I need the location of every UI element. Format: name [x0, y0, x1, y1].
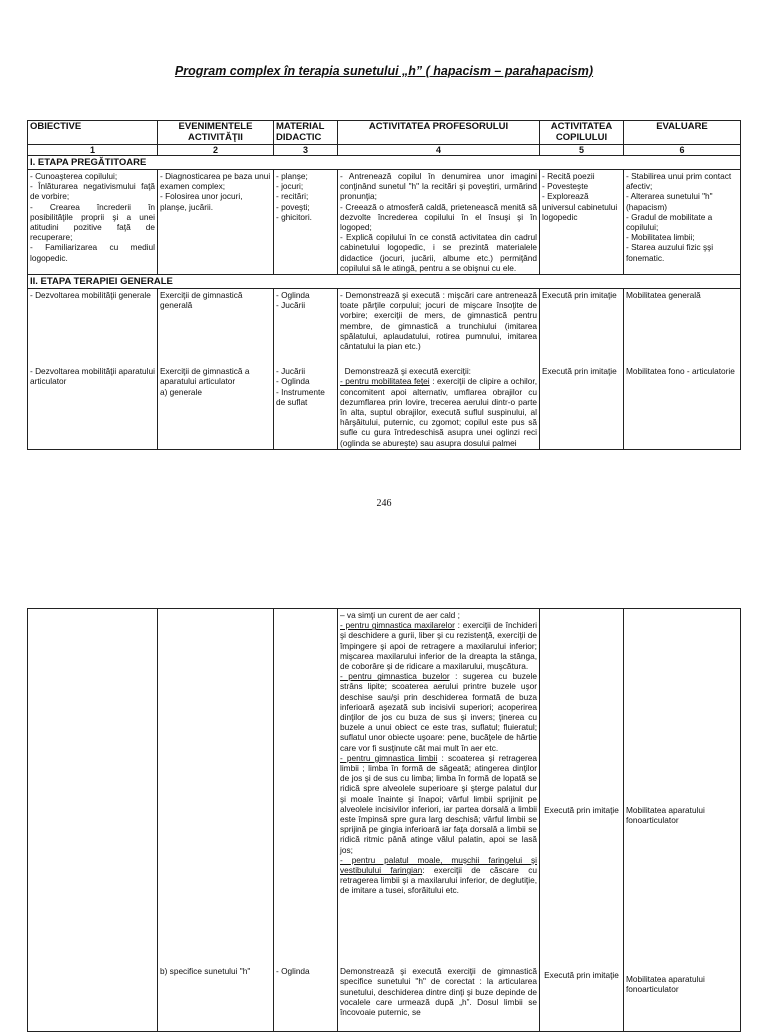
cell-profesor: - Antrenează copilul în denumirea unor imagini conţinând sunetul "h" la recitări şi poveştiri, urmărind pronunţia; - Creează o atmosferă caldă, prietenească menită să dezvolte încrederea copilului în el însuşi şi în logoped; - Explică copilului în ce constă activitatea din cadrul cabinetului logopedic, i se prezintă materialele didactice (jocuri, jucării, albume etc.) permiţând copilului să le atingă, pentru a se obişnui cu ele. [338, 170, 540, 275]
column-number: 5 [540, 145, 624, 156]
cell-material: - Jucării - Oglinda - Instrumente de suflat [274, 352, 338, 449]
section-text-limba: : scoaterea şi retragerea limbii ; limba în formă de săgeată; atingerea dinţilor de jos şi de sus cu limba; limba în formă de lopată se ridică spre alveolele superioare şi şterge palatul dur şi moale înainte şi înapoi; vârful limbii sprijinit pe alveolele incisivilor inferiori, iar partea dorsală a limbii este împinsă spre gura larg deschisă; vârful limbii se sprijină pe gingia inferioară iar faţa dorsală a limbii se ridică ritmic până atinge vălul palatin, apoi se lasă jos; [340, 752, 537, 855]
column-number-row [28, 145, 741, 156]
cell-evenimente: Exerciţii de gimnastică a aparatului articulator a) generale [158, 352, 274, 449]
cell-evaluare: Mobilitatea fono - articulatorie [624, 352, 741, 449]
column-number: 1 [28, 145, 158, 156]
column-number: 6 [624, 145, 741, 156]
cell-obiective: - Dezvoltarea mobilităţii generale [28, 289, 158, 353]
header-activitatea-profesorului: ACTIVITATEA PROFESORULUI [338, 121, 540, 145]
section-text-maxilare: : exerciţii de închideri şi deschidere a gurii, liber şi cu rezistenţă, exerciţii de împingere şi apoi de retragere a maxilarului inferior; mişcarea maxilarului inferior de la dreapta la stânga, de coborâre şi de ridicare a maxilarului, muşcătura. [340, 620, 537, 672]
cell-profesor [338, 352, 540, 449]
cell-evenimente: - Diagnosticarea pe baza unui examen complex; - Folosirea unor jocuri, planşe, jucării. [158, 170, 274, 275]
section-text-buze: : sugerea cu buzele strâns lipite; scoaterea aerului printre buzele uşor deschise sau/şi prin deschiderea formată de buza inferioară aşezată sub incisivii superiori; acoperirea dinţilor de jos cu buza de sus şi invers; ţinerea cu buzele a unui obiect ce este tras, suflatul; fluieratul; suflatul unor obiecte uşoare: pene, bucăţele de hârtie care vor fi susţinute cât mai mult în aer etc. [340, 671, 538, 753]
table-row [28, 170, 741, 275]
header-evenimentele: EVENIMENTELE ACTIVITĂŢII [158, 121, 274, 145]
header-obiective: OBIECTIVE [28, 121, 158, 145]
intro-text: Demonstrează şi execută exerciţii: [344, 366, 471, 377]
cell-profesor: - Demonstrează şi execută : mişcări care antrenează toate părţile corpului; jocuri de mişcare însoţite de vorbire; exerciţii de mers, de gimnastică pentru membre, de gimnastică a trunchiului (imitarea spălatului, aplaudatului, rotirea pumnului, imitarea cântatului la pian etc.) [338, 289, 540, 353]
cell-evaluare: Mobilitatea aparatului fonoarticulator [624, 609, 741, 957]
cell-copil: - Recită poezii - Povesteşte - Explorează universul cabinetului logopedic [540, 170, 624, 275]
header-row [28, 121, 741, 145]
cell-obiective: - Dezvoltarea mobilităţii aparatului articulator [28, 352, 158, 449]
cell-evenimente-empty [158, 609, 274, 957]
section-label-buze: - pentru gimnastica buzelor [340, 671, 450, 682]
column-number: 4 [338, 145, 540, 156]
header-material: MATERIAL DIDACTIC [274, 121, 338, 145]
cell-material: - Oglinda - Jucării [274, 289, 338, 353]
cell-profesor [338, 609, 540, 957]
section-text-fata: : exerciţii de clipire a ochilor, concomitent apoi alternativ, umflarea obrajilor cu dezumflarea prin lovire, trecerea aerului dintr-o parte în alta, suptul obrajilor, execută suflul suspinului, al hârşâitului, puternic, cu zgomot; copilul este pus să sufle cu gura întredeschisă asupra unei oglinzi reci (oglinda se abureşte) sau asupra dosului palmei [340, 376, 538, 448]
cell-material-empty [274, 609, 338, 957]
cell-obiective: - Cunoaşterea copilului; - Înlăturarea negativismului faţă de vorbire; - Crearea încrederii în posibilităţile proprii şi a unei atitudini pozitive faţă de recuperare; - Familiarizarea cu mediul logopedic. [28, 170, 158, 275]
cell-evenimente: b) specifice sunetului "h" [158, 956, 274, 1031]
table-row [28, 352, 741, 449]
column-number: 2 [158, 145, 274, 156]
cell-copil: Execută prin imitaţie [540, 956, 624, 1031]
section-label-palat: - pentru palatul moale, muşchii faringelui şi vestibulului faringian [340, 854, 537, 876]
cell-profesor: Demonstrează şi execută exerciţii de gimnastică specifice sunetului "h" de corectat : la articularea sunetului, deschiderea dintre dinţi şi buze depinde de vocalele care urmează după „h”. Dosul limbii se încovoaie puternic, se [338, 956, 540, 1031]
cell-obiective-empty [28, 609, 158, 1032]
stage-title-pregatitoare: I. ETAPA PREGĂTITOARE [28, 156, 741, 170]
section-text-palat: : exerciţii de căscare cu retragerea limbii şi a maxilarului inferior, de deglutiţie, de imitare a tusei, sforăitului etc. [340, 865, 537, 896]
section-label-maxilare: - pentru gimnastica maxilarelor [340, 620, 455, 631]
table-row [28, 609, 741, 957]
cell-evaluare: Mobilitatea aparatului fonoarticulator [624, 956, 741, 1031]
cell-copil: Execută prin imitaţie [540, 352, 624, 449]
stage-row [28, 156, 741, 170]
cell-evenimente: Exerciţii de gimnastică generală [158, 289, 274, 353]
stage-title-terapie-generala: II. ETAPA TERAPIEI GENERALE [28, 275, 741, 289]
program-table-part1 [27, 120, 741, 450]
section-label-limba: - pentru gimnastica limbii [340, 752, 438, 763]
page-number: 246 [376, 498, 392, 509]
program-table-part2 [27, 608, 741, 1032]
stage-row [28, 275, 741, 289]
header-evaluare: EVALUARE [624, 121, 741, 145]
table-row [28, 289, 741, 353]
header-activitatea-copilului: ACTIVITATEA COPILULUI [540, 121, 624, 145]
cell-evaluare: Mobilitatea generală [624, 289, 741, 353]
cell-evaluare: - Stabilirea unui prim contact afectiv; - Alterarea sunetului "h" (hapacism) - Gradul de mobilitate a copilului; - Mobilitatea limbii; - Starea auzului fizic şşi fonematic. [624, 170, 741, 275]
section-label-fata: - pentru mobilitatea feţei [340, 376, 430, 387]
page-title: Program complex în terapia sunetului „h” ( hapacism – parahapacism) [174, 64, 594, 78]
cell-copil: Execută prin imitaţie [540, 289, 624, 353]
cell-copil: Execută prin imitaţie [540, 609, 624, 957]
intro-text: – va simţi un curent de aer cald ; [340, 610, 460, 620]
column-number: 3 [274, 145, 338, 156]
cell-material: - Oglinda [274, 956, 338, 1031]
cell-material: - planşe; - jocuri; - recitări; - poveşti; - ghicitori. [274, 170, 338, 275]
